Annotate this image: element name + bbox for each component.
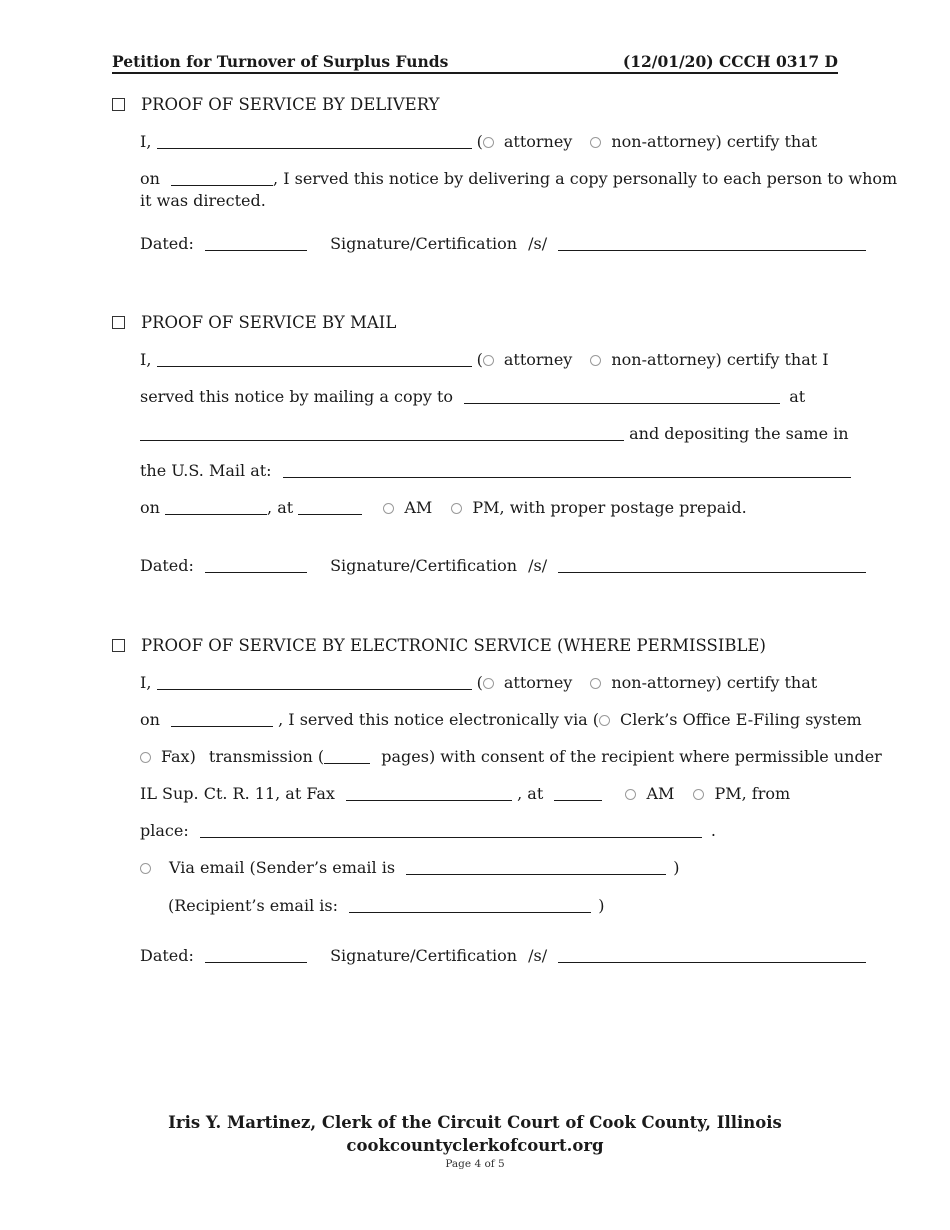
delivery-date-field[interactable] [171,169,273,186]
efiling-radio[interactable] [599,715,610,726]
electronic-line-2: on , I served this notice electronically via ( Clerk’s Office E-Filing system [140,710,862,729]
electronic-checkbox[interactable] [112,639,125,652]
fax-radio[interactable] [140,752,151,763]
electronic-date-field[interactable] [171,710,273,727]
electronic-section-title: PROOF OF SERVICE BY ELECTRONIC SERVICE (WHERE PERMISSIBLE) [112,635,766,657]
electronic-line-4: IL Sup. Ct. R. 11, at Fax , at AM PM, from [140,784,791,803]
mail-dated-field[interactable] [205,556,307,573]
mail-checkbox[interactable] [112,316,125,329]
mail-attorney-radio[interactable] [483,355,494,366]
mail-line-1: I, ( attorney non-attorney) certify that I [140,350,829,369]
via-email-radio[interactable] [140,863,151,874]
delivery-attorney-radio[interactable] [483,137,494,148]
delivery-line-1: I, ( attorney non-attorney) certify that [140,132,818,151]
pages-count-field[interactable] [324,747,370,764]
mail-line-3: and depositing the same in [140,423,849,445]
electronic-line-7: (Recipient’s email is: ) [168,896,605,915]
electronic-line-6: Via email (Sender’s email is ) [140,857,680,879]
mail-line-5: on , at AM PM, with proper postage prepaid. [140,498,747,517]
delivery-checkbox[interactable] [112,98,125,111]
mail-pm-radio[interactable] [451,503,462,514]
electronic-time-field[interactable] [554,784,602,801]
fax-number-field[interactable] [346,784,512,801]
delivery-line-3: it was directed. [140,191,266,210]
delivery-dated-field[interactable] [205,234,307,251]
electronic-line-5: place: . [140,821,716,840]
footer-clerk: Iris Y. Martinez, Clerk of the Circuit Court of Cook County, Illinois [168,1113,782,1132]
mail-post-office-field[interactable] [283,461,851,478]
mail-non-attorney-radio[interactable] [590,355,601,366]
recipient-email-field[interactable] [349,896,591,913]
footer-page-number: Page 4 of 5 [445,1158,505,1170]
electronic-line-3: Fax) transmission ( pages) with consent of the recipient where permissible under [140,746,882,768]
page-header [112,52,838,73]
mail-am-radio[interactable] [383,503,394,514]
header-rule [112,73,838,74]
electronic-line-1: I, ( attorney non-attorney) certify that [140,673,818,692]
mail-address-field[interactable] [140,424,624,441]
electronic-name-field[interactable] [157,673,472,690]
electronic-non-attorney-radio[interactable] [590,678,601,689]
delivery-section-title: PROOF OF SERVICE BY DELIVERY [112,94,440,116]
electronic-attorney-radio[interactable] [483,678,494,689]
delivery-name-field[interactable] [157,132,472,149]
mail-signature-row: Dated: Signature/Certification /s/ [140,555,866,577]
mail-recipient-field[interactable] [464,387,780,404]
form-code: (12/01/20) CCCH 0317 D [622,52,838,71]
mail-section-title: PROOF OF SERVICE BY MAIL [112,312,396,334]
electronic-am-radio[interactable] [625,789,636,800]
footer-website[interactable]: cookcountyclerkofcourt.org [346,1136,604,1155]
sender-email-field[interactable] [406,858,666,875]
form-title: Petition for Turnover of Surplus Funds [112,52,449,71]
electronic-signature-field[interactable] [558,946,866,963]
electronic-dated-field[interactable] [205,946,307,963]
mail-line-4: the U.S. Mail at: [140,460,851,482]
delivery-signature-row: Dated: Signature/Certification /s/ [140,233,866,255]
mail-date-field[interactable] [165,498,267,515]
place-field[interactable] [200,821,702,838]
mail-time-field[interactable] [298,498,362,515]
delivery-non-attorney-radio[interactable] [590,137,601,148]
electronic-pm-radio[interactable] [693,789,704,800]
delivery-line-2: on , I served this notice by delivering a copy personally to each person to whom [140,169,898,188]
electronic-signature-row: Dated: Signature/Certification /s/ [140,945,866,967]
delivery-signature-field[interactable] [558,234,866,251]
mail-signature-field[interactable] [558,556,866,573]
mail-line-2: served this notice by mailing a copy to at [140,387,806,406]
mail-name-field[interactable] [157,350,472,367]
